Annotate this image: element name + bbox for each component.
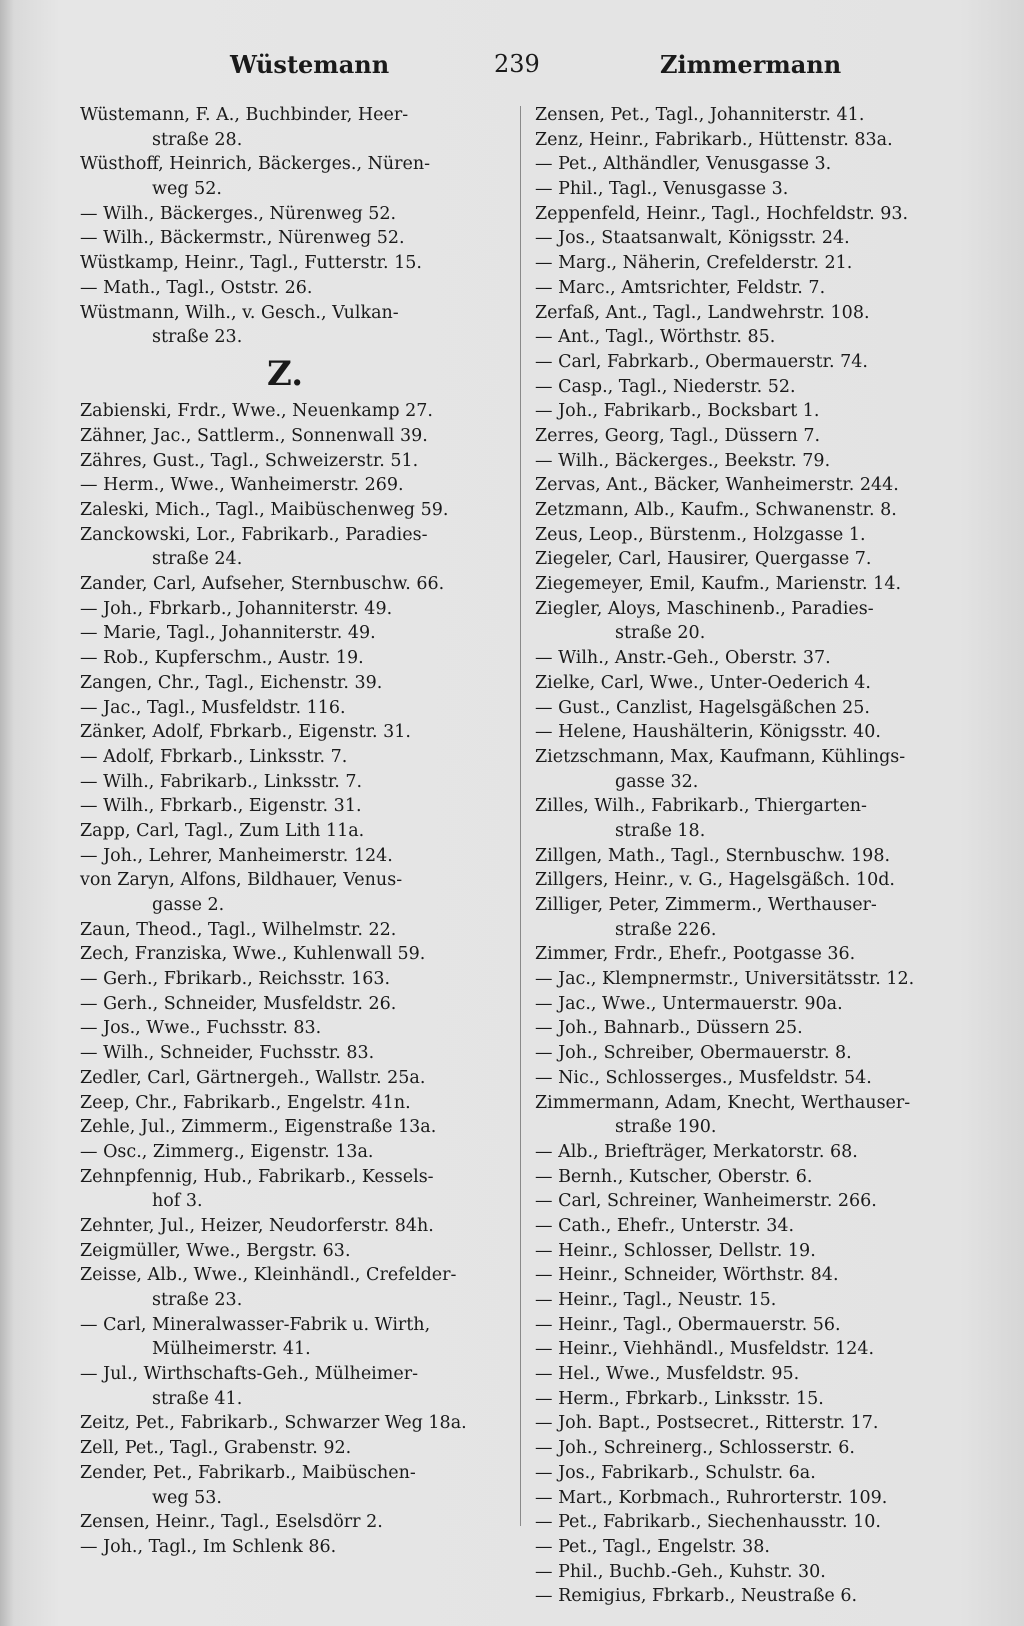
directory-entry: Zähner, Jac., Sattlerm., Sonnenwall 39. (80, 425, 428, 446)
directory-entry: — Joh., Schreinerg., Schlosserstr. 6. (535, 1438, 855, 1459)
directory-entry: Zeus, Leop., Bürstenm., Holzgasse 1. (535, 524, 866, 545)
directory-entry: Wüstmann, Wilh., v. Gesch., Vulkan- (80, 302, 399, 323)
directory-entry: Zehnter, Jul., Heizer, Neudorferstr. 84h. (80, 1215, 434, 1236)
directory-entry: — Joh., Lehrer, Manheimerstr. 124. (80, 845, 393, 866)
directory-entry: Wüstkamp, Heinr., Tagl., Futterstr. 15. (80, 253, 422, 274)
directory-entry: — Jos., Fabrikarb., Schulstr. 6a. (535, 1462, 816, 1483)
directory-entry: — Wilh., Fbrkarb., Eigenstr. 31. (80, 796, 362, 817)
directory-entry: — Ant., Tagl., Wörthstr. 85. (535, 327, 776, 348)
entry-continuation: straße 226. (615, 919, 717, 940)
directory-entry: Zerres, Georg, Tagl., Düssern 7. (535, 425, 821, 446)
entry-continuation: weg 52. (152, 179, 222, 200)
directory-entry: Zell, Pet., Tagl., Grabenstr. 92. (80, 1438, 352, 1459)
directory-entry: — Wilh., Anstr.-Geh., Oberstr. 37. (535, 648, 831, 669)
directory-entry: — Jos., Staatsanwalt, Königsstr. 24. (535, 228, 850, 249)
left-column (80, 103, 510, 1560)
directory-entry: — Joh., Tagl., Im Schlenk 86. (80, 1536, 337, 1557)
directory-entry: — Joh., Fabrikarb., Bocksbart 1. (535, 401, 820, 422)
directory-entry: Zillgen, Math., Tagl., Sternbuschw. 198. (535, 845, 891, 866)
directory-entry: — Helene, Haushälterin, Königsstr. 40. (535, 722, 881, 743)
directory-entry: — Heinr., Tagl., Obermauerstr. 56. (535, 1314, 841, 1335)
entry-continuation: straße 20. (615, 623, 706, 644)
directory-entry: Ziegeler, Carl, Hausirer, Quergasse 7. (535, 549, 872, 570)
directory-entry: — Wilh., Bäckermstr., Nürenweg 52. (80, 228, 405, 249)
directory-entry: Zähres, Gust., Tagl., Schweizerstr. 51. (80, 450, 419, 471)
directory-entry: — Adolf, Fbrkarb., Linksstr. 7. (80, 746, 348, 767)
directory-entry: Zilles, Wilh., Fabrikarb., Thiergarten- (535, 796, 867, 817)
directory-entry: — Mart., Korbmach., Ruhrorterstr. 109. (535, 1487, 888, 1508)
directory-entry: — Heinr., Viehhändl., Musfeldstr. 124. (535, 1339, 875, 1360)
directory-entry: — Wilh., Bäckerges., Nürenweg 52. (80, 203, 397, 224)
directory-entry: — Casp., Tagl., Niederstr. 52. (535, 376, 796, 397)
directory-entry: Zillgers, Heinr., v. G., Hagelsgäßch. 10d. (535, 870, 895, 891)
entry-continuation: hof 3. (152, 1191, 203, 1212)
directory-entry: von Zaryn, Alfons, Bildhauer, Venus- (80, 870, 403, 891)
directory-entry: — Remigius, Fbrkarb., Neustraße 6. (535, 1586, 858, 1607)
directory-entry: Wüsthoff, Heinrich, Bäckerges., Nüren- (80, 154, 431, 175)
entry-continuation: straße 24. (152, 549, 243, 570)
directory-entry: Zabienski, Frdr., Wwe., Neuenkamp 27. (80, 401, 433, 422)
directory-entry: — Math., Tagl., Oststr. 26. (80, 277, 313, 298)
directory-entry: Zech, Franziska, Wwe., Kuhlenwall 59. (80, 944, 426, 965)
directory-entry: Zeppenfeld, Heinr., Tagl., Hochfeldstr. 93. (535, 203, 909, 224)
right-column (535, 103, 975, 1609)
directory-entry: Zanckowski, Lor., Fabrikarb., Paradies- (80, 524, 428, 545)
entry-continuation: gasse 2. (152, 895, 225, 916)
directory-entry: — Joh. Bapt., Postsecret., Ritterstr. 17. (535, 1413, 879, 1434)
directory-entry: Zenz, Heinr., Fabrikarb., Hüttenstr. 83a. (535, 129, 893, 150)
directory-entry: — Pet., Tagl., Engelstr. 38. (535, 1536, 770, 1557)
directory-entry: — Alb., Briefträger, Merkatorstr. 68. (535, 1141, 858, 1162)
directory-entry: Ziegler, Aloys, Maschinenb., Paradies- (535, 598, 874, 619)
directory-entry: Zehnpfennig, Hub., Fabrikarb., Kessels- (80, 1166, 434, 1187)
directory-entry: Zeigmüller, Wwe., Bergstr. 63. (80, 1240, 351, 1261)
page-header (60, 50, 984, 90)
directory-entry: Zander, Carl, Aufseher, Sternbuschw. 66. (80, 574, 445, 595)
directory-entry: Zimmermann, Adam, Knecht, Werthauser- (535, 1092, 911, 1113)
header-last-name: Zimmermann (660, 50, 842, 79)
directory-entry: — Hel., Wwe., Musfeldstr. 95. (535, 1364, 800, 1385)
directory-entry: — Joh., Fbrkarb., Johanniterstr. 49. (80, 598, 393, 619)
directory-entry: — Marg., Näherin, Crefelderstr. 21. (535, 253, 853, 274)
directory-entry: Zielke, Carl, Wwe., Unter-Oederich 4. (535, 672, 871, 693)
directory-entry: — Pet., Fabrikarb., Siechenhausstr. 10. (535, 1512, 881, 1533)
directory-entry: — Jul., Wirthschafts-Geh., Mülheimer- (80, 1364, 419, 1385)
directory-entry: Zetzmann, Alb., Kaufm., Schwanenstr. 8. (535, 500, 897, 520)
directory-entry: Zänker, Adolf, Fbrkarb., Eigenstr. 31. (80, 722, 411, 743)
directory-entry: — Wilh., Fabrikarb., Linksstr. 7. (80, 771, 363, 792)
directory-entry: — Heinr., Schlosser, Dellstr. 19. (535, 1240, 816, 1261)
directory-entry: Zensen, Heinr., Tagl., Eselsdörr 2. (80, 1512, 383, 1533)
directory-entry: — Herm., Fbrkarb., Linksstr. 15. (535, 1388, 824, 1409)
directory-entry: — Nic., Schlosserges., Musfeldstr. 54. (535, 1067, 872, 1088)
entry-continuation: gasse 32. (615, 771, 699, 792)
directory-entry: — Joh., Schreiber, Obermauerstr. 8. (535, 1043, 852, 1064)
directory-entry: Zilliger, Peter, Zimmerm., Werthauser- (535, 895, 877, 915)
directory-entry: — Carl, Fabrkarb., Obermauerstr. 74. (535, 351, 868, 372)
directory-entry: — Phil., Buchb.-Geh., Kuhstr. 30. (535, 1561, 826, 1582)
entry-continuation: straße 18. (615, 820, 706, 841)
directory-entry: — Marc., Amtsrichter, Feldstr. 7. (535, 277, 826, 298)
directory-entry: — Wilh., Schneider, Fuchsstr. 83. (80, 1043, 375, 1064)
directory-entry: Zender, Pet., Fabrikarb., Maibüschen- (80, 1462, 416, 1483)
directory-entry: Zeep, Chr., Fabrikarb., Engelstr. 41n. (80, 1092, 411, 1113)
directory-entry: Zapp, Carl, Tagl., Zum Lith 11a. (80, 820, 365, 841)
directory-entry: Wüstemann, F. A., Buchbinder, Heer- (80, 105, 409, 125)
directory-entry: — Jac., Klempnermstr., Universitätsstr. 12. (535, 969, 915, 990)
entry-continuation: straße 23. (152, 1290, 243, 1311)
directory-entry: — Jac., Wwe., Untermauerstr. 90a. (535, 993, 843, 1014)
directory-entry: — Rob., Kupferschm., Austr. 19. (80, 648, 364, 669)
directory-entry: — Phil., Tagl., Venusgasse 3. (535, 179, 789, 200)
directory-entry: — Carl, Mineralwasser-Fabrik u. Wirth, (80, 1314, 431, 1335)
directory-entry: — Wilh., Bäckerges., Beekstr. 79. (535, 450, 831, 471)
entry-continuation: weg 53. (152, 1487, 222, 1508)
entry-continuation: straße 23. (152, 327, 243, 348)
directory-entry: Ziegemeyer, Emil, Kaufm., Marienstr. 14. (535, 574, 902, 595)
directory-entry: Zeisse, Alb., Wwe., Kleinhändl., Crefelder- (80, 1265, 457, 1286)
directory-entry: Zervas, Ant., Bäcker, Wanheimerstr. 244. (535, 475, 899, 496)
column-divider (520, 106, 521, 1526)
directory-entry: — Jac., Tagl., Musfeldstr. 116. (80, 697, 346, 718)
directory-entry: — Cath., Ehefr., Unterstr. 34. (535, 1215, 795, 1236)
directory-entry: Zeitz, Pet., Fabrikarb., Schwarzer Weg 18a. (80, 1413, 467, 1434)
directory-entry: — Bernh., Kutscher, Oberstr. 6. (535, 1166, 813, 1187)
directory-entry: — Herm., Wwe., Wanheimerstr. 269. (80, 475, 404, 496)
directory-entry: — Joh., Bahnarb., Düssern 25. (535, 1018, 803, 1039)
directory-entry: — Heinr., Tagl., Neustr. 15. (535, 1290, 777, 1310)
directory-entry: — Osc., Zimmerg., Eigenstr. 13a. (80, 1141, 374, 1162)
section-letter: Z. (266, 353, 304, 394)
directory-entry: Zimmer, Frdr., Ehefr., Pootgasse 36. (535, 944, 856, 965)
directory-entry: Zaun, Theod., Tagl., Wilhelmstr. 22. (80, 919, 397, 940)
directory-entry: — Carl, Schreiner, Wanheimerstr. 266. (535, 1191, 877, 1212)
directory-entry: — Gerh., Schneider, Musfeldstr. 26. (80, 993, 397, 1014)
directory-entry: — Heinr., Schneider, Wörthstr. 84. (535, 1265, 839, 1286)
entry-continuation: Mülheimerstr. 41. (152, 1339, 311, 1360)
directory-entry: — Gust., Canzlist, Hagelsgäßchen 25. (535, 697, 870, 718)
directory-entry: Zehle, Jul., Zimmerm., Eigenstraße 13a. (80, 1117, 437, 1138)
entry-continuation: straße 28. (152, 129, 243, 150)
directory-entry: Zerfaß, Ant., Tagl., Landwehrstr. 108. (535, 302, 870, 323)
directory-entry: Zangen, Chr., Tagl., Eichenstr. 39. (80, 672, 383, 693)
directory-entry: — Gerh., Fbrikarb., Reichsstr. 163. (80, 969, 391, 990)
directory-entry: — Marie, Tagl., Johanniterstr. 49. (80, 623, 376, 644)
directory-entry: Zietzschmann, Max, Kaufmann, Kühlings- (535, 746, 906, 767)
directory-entry: — Pet., Althändler, Venusgasse 3. (535, 154, 832, 175)
directory-entry: Zaleski, Mich., Tagl., Maibüschenweg 59. (80, 500, 449, 521)
page-number: 239 (494, 50, 540, 78)
directory-entry: Zensen, Pet., Tagl., Johanniterstr. 41. (535, 105, 865, 125)
directory-entry: — Jos., Wwe., Fuchsstr. 83. (80, 1018, 322, 1039)
entry-continuation: straße 41. (152, 1388, 243, 1409)
directory-entry: Zedler, Carl, Gärtnergeh., Wallstr. 25a. (80, 1067, 426, 1088)
header-first-name: Wüstemann (230, 50, 390, 79)
entry-continuation: straße 190. (615, 1117, 717, 1138)
